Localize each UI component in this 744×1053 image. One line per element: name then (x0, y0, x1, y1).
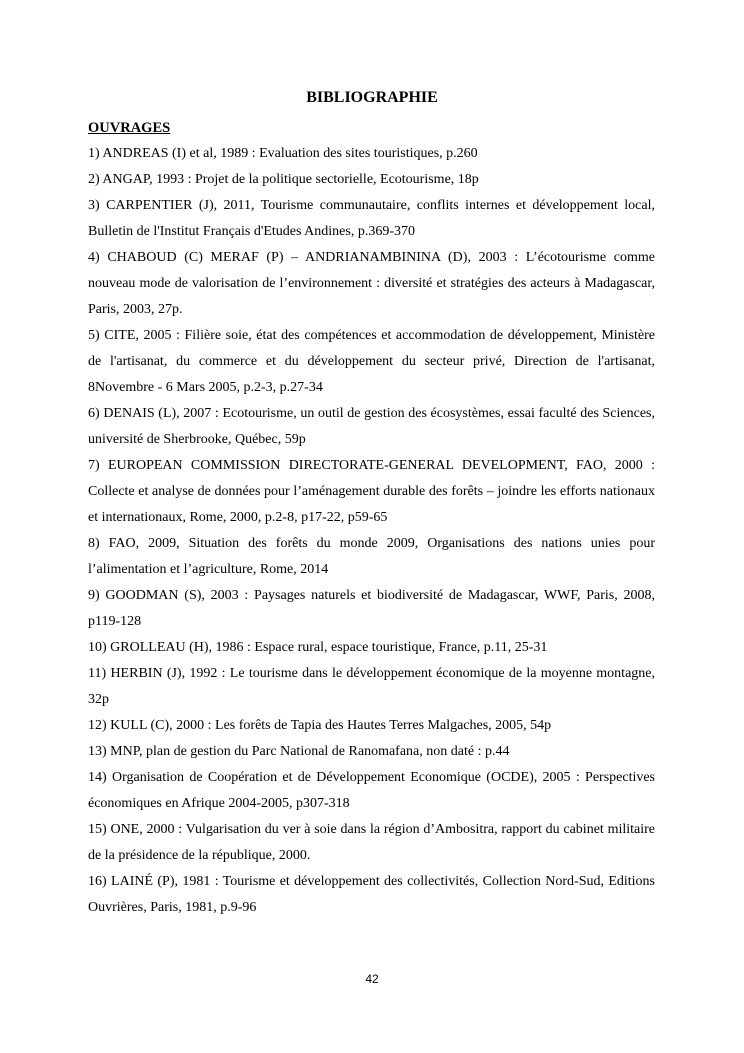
reference-number: 5) (88, 328, 100, 343)
page-title: BIBLIOGRAPHIE (306, 89, 438, 106)
reference-text: CITE, 2005 : Filière soie, état des compétences et accommodation de développement, Ministère de l'artisanat, du commerce et du développement du secteur privé, Direction de l'artisanat, 8Novembre - 6 Mars 2005, p.2-3, p.27-34 (88, 328, 655, 395)
reference-text: GROLLEAU (H), 1986 : Espace rural, espace touristique, France, p.11, 25-31 (110, 640, 548, 655)
reference-item (88, 401, 655, 453)
reference-number: 3) (88, 198, 100, 213)
reference-item (88, 713, 655, 739)
reference-item (88, 531, 655, 583)
reference-text: ONE, 2000 : Vulgarisation du ver à soie dans la région d’Ambositra, rapport du cabinet militaire de la présidence de la république, 2000. (88, 822, 656, 863)
reference-item (88, 869, 655, 921)
reference-text: LAINÉ (P), 1981 : Tourisme et développement des collectivités, Collection Nord-Sud, Editions Ouvrières, Paris, 1981, p.9-96 (88, 874, 655, 915)
reference-number: 14) (88, 770, 107, 785)
reference-number: 16) (88, 874, 107, 889)
reference-text: Organisation de Coopération et de Développement Economique (OCDE), 2005 : Perspectives économiques en Afrique 2004-2005, p307-318 (88, 770, 656, 811)
reference-item (88, 167, 655, 193)
reference-number: 12) (88, 718, 107, 733)
page-number: 42 (365, 972, 379, 986)
bibliography-list (88, 141, 655, 921)
reference-text: GOODMAN (S), 2003 : Paysages naturels et biodiversité de Madagascar, WWF, Paris, 2008, p119-128 (88, 588, 655, 629)
reference-number: 15) (88, 822, 107, 837)
reference-text: EUROPEAN COMMISSION DIRECTORATE-GENERAL DEVELOPMENT, FAO, 2000 : Collecte et analyse de données pour l’aménagement durable des forêts – joindre les efforts nationaux et internationaux, Rome, 2000, p.2-8, p17-22, p59-65 (88, 458, 655, 525)
reference-item (88, 245, 655, 323)
reference-number: 10) (88, 640, 107, 655)
reference-text: HERBIN (J), 1992 : Le tourisme dans le développement économique de la moyenne montagne, 32p (88, 666, 656, 707)
reference-item (88, 453, 655, 531)
reference-text: MNP, plan de gestion du Parc National de Ranomafana, non daté : p.44 (110, 744, 510, 759)
reference-text: CHABOUD (C) MERAF (P) – ANDRIANAMBININA (D), 2003 : L’écotourisme comme nouveau mode de valorisation de l’environnement : diversité et stratégies des acteurs à Madagascar, Paris, 2003, 27p. (88, 250, 655, 317)
reference-number: 6) (88, 406, 100, 421)
reference-item (88, 141, 655, 167)
reference-number: 9) (88, 588, 100, 603)
reference-text: ANDREAS (I) et al, 1989 : Evaluation des sites touristiques, p.260 (102, 146, 478, 161)
reference-item (88, 635, 655, 661)
reference-text: FAO, 2009, Situation des forêts du monde 2009, Organisations des nations unies pour l’alimentation et l’agriculture, Rome, 2014 (88, 536, 656, 577)
reference-text: ANGAP, 1993 : Projet de la politique sectorielle, Ecotourisme, 18p (102, 172, 479, 187)
reference-item (88, 323, 655, 401)
reference-item (88, 583, 655, 635)
reference-number: 4) (88, 250, 100, 265)
reference-text: CARPENTIER (J), 2011, Tourisme communautaire, conflits internes et développement local, Bulletin de l'Institut Français d'Etudes Andines, p.369-370 (88, 198, 656, 239)
reference-number: 13) (88, 744, 107, 759)
reference-item (88, 739, 655, 765)
reference-item (88, 765, 655, 817)
reference-item (88, 817, 655, 869)
reference-text: KULL (C), 2000 : Les forêts de Tapia des Hautes Terres Malgaches, 2005, 54p (110, 718, 552, 733)
reference-text: DENAIS (L), 2007 : Ecotourisme, un outil de gestion des écosystèmes, essai faculté des Sciences, université de Sherbrooke, Québec, 59p (88, 406, 655, 447)
reference-number: 1) (88, 146, 100, 161)
reference-number: 2) (88, 172, 100, 187)
reference-item (88, 193, 655, 245)
reference-item (88, 661, 655, 713)
reference-number: 7) (88, 458, 100, 473)
reference-number: 11) (88, 666, 107, 681)
section-heading-ouvrages: OUVRAGES (88, 120, 171, 136)
reference-number: 8) (88, 536, 100, 551)
